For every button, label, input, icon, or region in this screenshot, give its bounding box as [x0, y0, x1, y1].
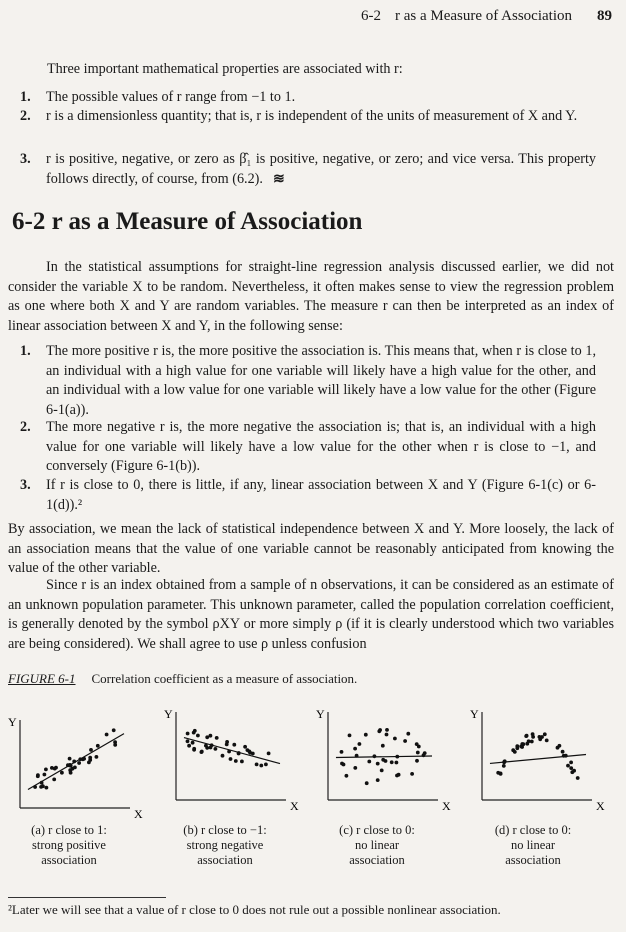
data-point — [264, 763, 268, 767]
x-axis-label: X — [596, 799, 605, 813]
figure-scatterplots — [0, 700, 626, 830]
data-point — [564, 754, 568, 758]
data-point — [186, 739, 190, 743]
sense-item: 3. If r is close to 0, there is little, if any, linear association between X and Y (Figure 6-1(c) or 6-1(d)).² — [20, 477, 596, 513]
data-point — [36, 773, 40, 777]
data-point — [520, 742, 524, 746]
data-point — [376, 778, 380, 782]
data-point — [403, 739, 407, 743]
data-point — [395, 761, 399, 765]
data-point — [358, 742, 362, 746]
page-number: 89 — [597, 8, 612, 24]
figure-caption — [8, 671, 357, 687]
data-point — [229, 757, 233, 761]
data-point — [364, 733, 368, 737]
data-point — [524, 734, 528, 738]
data-point — [205, 746, 209, 750]
data-point — [214, 747, 218, 751]
data-point — [68, 757, 72, 761]
data-point — [545, 739, 549, 743]
population-paragraph: Since r is an index obtained from a sample of n observations, it can be considered as an estimate of an unknown population parameter. This unknown parameter, called the population correlation coefficient, is generally denoted by the symbol ρXY or more simply ρ (if it is clearly understood which two variables are being considered). We shall agree to use ρ unless confusion — [8, 577, 614, 652]
sense-item: 2. The more negative r is, the more negative the association is; that is, an individual with a high value for one variable will likely have a low value for the other when r is close to −1, and conversely (Figure 6-1(b)). — [20, 419, 596, 474]
footnote-rule — [8, 897, 166, 898]
data-point — [105, 733, 109, 737]
data-point — [209, 746, 213, 750]
data-point — [196, 734, 200, 738]
data-point — [569, 766, 573, 770]
data-point — [376, 762, 380, 766]
property-item: 1. The possible values of r range from −1 to 1. — [20, 89, 296, 105]
x-axis-label: X — [134, 807, 143, 821]
data-point — [513, 750, 517, 754]
data-point — [221, 754, 225, 758]
data-point — [538, 735, 542, 739]
data-point — [572, 769, 576, 773]
data-point — [95, 755, 99, 759]
data-point — [237, 751, 241, 755]
data-point — [566, 764, 570, 768]
data-point — [416, 751, 420, 755]
data-point — [112, 728, 116, 732]
data-point — [232, 743, 236, 747]
data-point — [69, 764, 73, 768]
data-point — [186, 732, 190, 736]
data-point — [77, 761, 81, 765]
property-item: 2. r is a dimensionless quantity; that is, r is independent of the units of measurement of X and Y. — [20, 108, 578, 124]
figure-label: FIGURE 6-1 — [8, 671, 76, 686]
data-point — [367, 760, 371, 764]
sense-item: 1. The more positive r is, the more positive the association is. This means that, when r is close to 1, an individual with a high value for one variable will likely have a high value for the other, and an individual with a low value for one variable will likely have a low value for the other (Figure 6-1(a)). — [20, 343, 596, 418]
data-point — [234, 759, 238, 763]
data-point — [44, 768, 48, 772]
data-point — [41, 784, 45, 788]
header-section-title: r as a Measure of Association — [394, 8, 572, 24]
data-point — [267, 752, 271, 756]
data-point — [113, 740, 117, 744]
properties-intro: Three important mathematical properties are associated with r: — [47, 61, 403, 77]
data-point — [200, 750, 204, 754]
figure-caption-text: Correlation coefficient as a measure of association. — [91, 671, 358, 686]
data-point — [345, 774, 349, 778]
data-point — [88, 756, 92, 760]
y-axis-label: Y — [8, 715, 17, 729]
y-axis-label: Y — [316, 707, 325, 721]
data-point — [385, 733, 389, 737]
data-point — [378, 728, 382, 732]
data-point — [503, 760, 507, 764]
data-point — [397, 773, 401, 777]
data-point — [52, 778, 56, 782]
data-point — [78, 757, 82, 761]
data-point — [72, 760, 76, 764]
data-point — [390, 760, 394, 764]
data-point — [502, 764, 506, 768]
data-point — [33, 785, 37, 789]
data-point — [373, 754, 377, 758]
x-axis-label: X — [442, 799, 451, 813]
association-paragraph: By association, we mean the lack of statistical independence between X and Y. More loosely, the lack of an association means that the value of one variable cannot be reasonably anticipated from knowing the value of the other variable. — [8, 521, 614, 576]
data-point — [353, 747, 357, 751]
data-point — [348, 734, 352, 738]
data-point — [576, 776, 580, 780]
data-point — [499, 772, 503, 776]
data-point — [385, 728, 389, 732]
data-point — [255, 763, 259, 767]
data-point — [561, 750, 565, 754]
data-point — [96, 744, 100, 748]
panel-caption-d: (d) r close to 0: no linear association — [494, 823, 572, 867]
panel-caption-b: (b) r close to −1: strong negative association — [183, 823, 267, 867]
data-point — [530, 740, 534, 744]
data-point — [82, 757, 86, 761]
data-point — [89, 748, 93, 752]
running-header — [361, 8, 572, 25]
data-point — [192, 747, 196, 751]
panel-caption-a: (a) r close to 1: strong positive association — [31, 823, 107, 867]
data-point — [191, 741, 195, 745]
data-point — [381, 744, 385, 748]
y-axis-label: Y — [164, 707, 173, 721]
data-point — [259, 764, 263, 768]
data-point — [415, 759, 419, 763]
data-point — [340, 750, 344, 754]
data-point — [43, 773, 47, 777]
data-point — [40, 781, 44, 785]
header-section-number: 6-2 — [360, 8, 381, 24]
data-point — [355, 754, 359, 758]
data-point — [569, 761, 573, 765]
data-point — [243, 745, 247, 749]
data-point — [192, 731, 196, 735]
data-point — [395, 755, 399, 759]
data-point — [45, 786, 49, 790]
data-point — [380, 769, 384, 773]
data-point — [69, 771, 73, 775]
data-point — [60, 771, 64, 775]
data-point — [422, 753, 426, 757]
fit-line — [336, 756, 432, 757]
data-point — [415, 742, 419, 746]
data-point — [558, 744, 562, 748]
data-point — [340, 762, 344, 766]
data-point — [187, 744, 191, 748]
section-heading: 6-2 r as a Measure of Association — [12, 208, 363, 235]
panel-caption-c: (c) r close to 0: no linear association — [339, 823, 415, 867]
data-point — [227, 750, 231, 754]
data-point — [525, 742, 529, 746]
data-point — [205, 735, 209, 739]
data-point — [381, 758, 385, 762]
end-of-proof-icon: ≋ — [272, 170, 285, 187]
section-paragraph: In the statistical assumptions for straight-line regression analysis discussed earlier, we did not consider the variable X to be random. Nevertheless, it often makes sense to view the regression problem as one where both X and Y are random variables. The measure r can then be interpreted as an index of linear association between X and Y, in the following sense: — [8, 259, 614, 334]
data-point — [248, 751, 252, 755]
property-item: 3. r is positive, negative, or zero as β̂₁ is positive, negative, or zero; and vice versa. This property follows directly, of course, from (6.2). ≋ — [20, 151, 596, 187]
y-axis-label: Y — [470, 707, 479, 721]
x-axis-label: X — [290, 799, 299, 813]
data-point — [410, 772, 414, 776]
data-point — [53, 767, 57, 771]
data-point — [365, 781, 369, 785]
data-point — [531, 732, 535, 736]
data-point — [543, 732, 547, 736]
data-point — [240, 760, 244, 764]
data-point — [225, 743, 229, 747]
data-point — [215, 736, 219, 740]
data-point — [393, 737, 397, 741]
data-point — [406, 732, 410, 736]
footnote: ²Later we will see that a value of r close to 0 does not rule out a possible nonlinear association. — [8, 902, 501, 917]
data-point — [353, 766, 357, 770]
data-point — [515, 744, 519, 748]
